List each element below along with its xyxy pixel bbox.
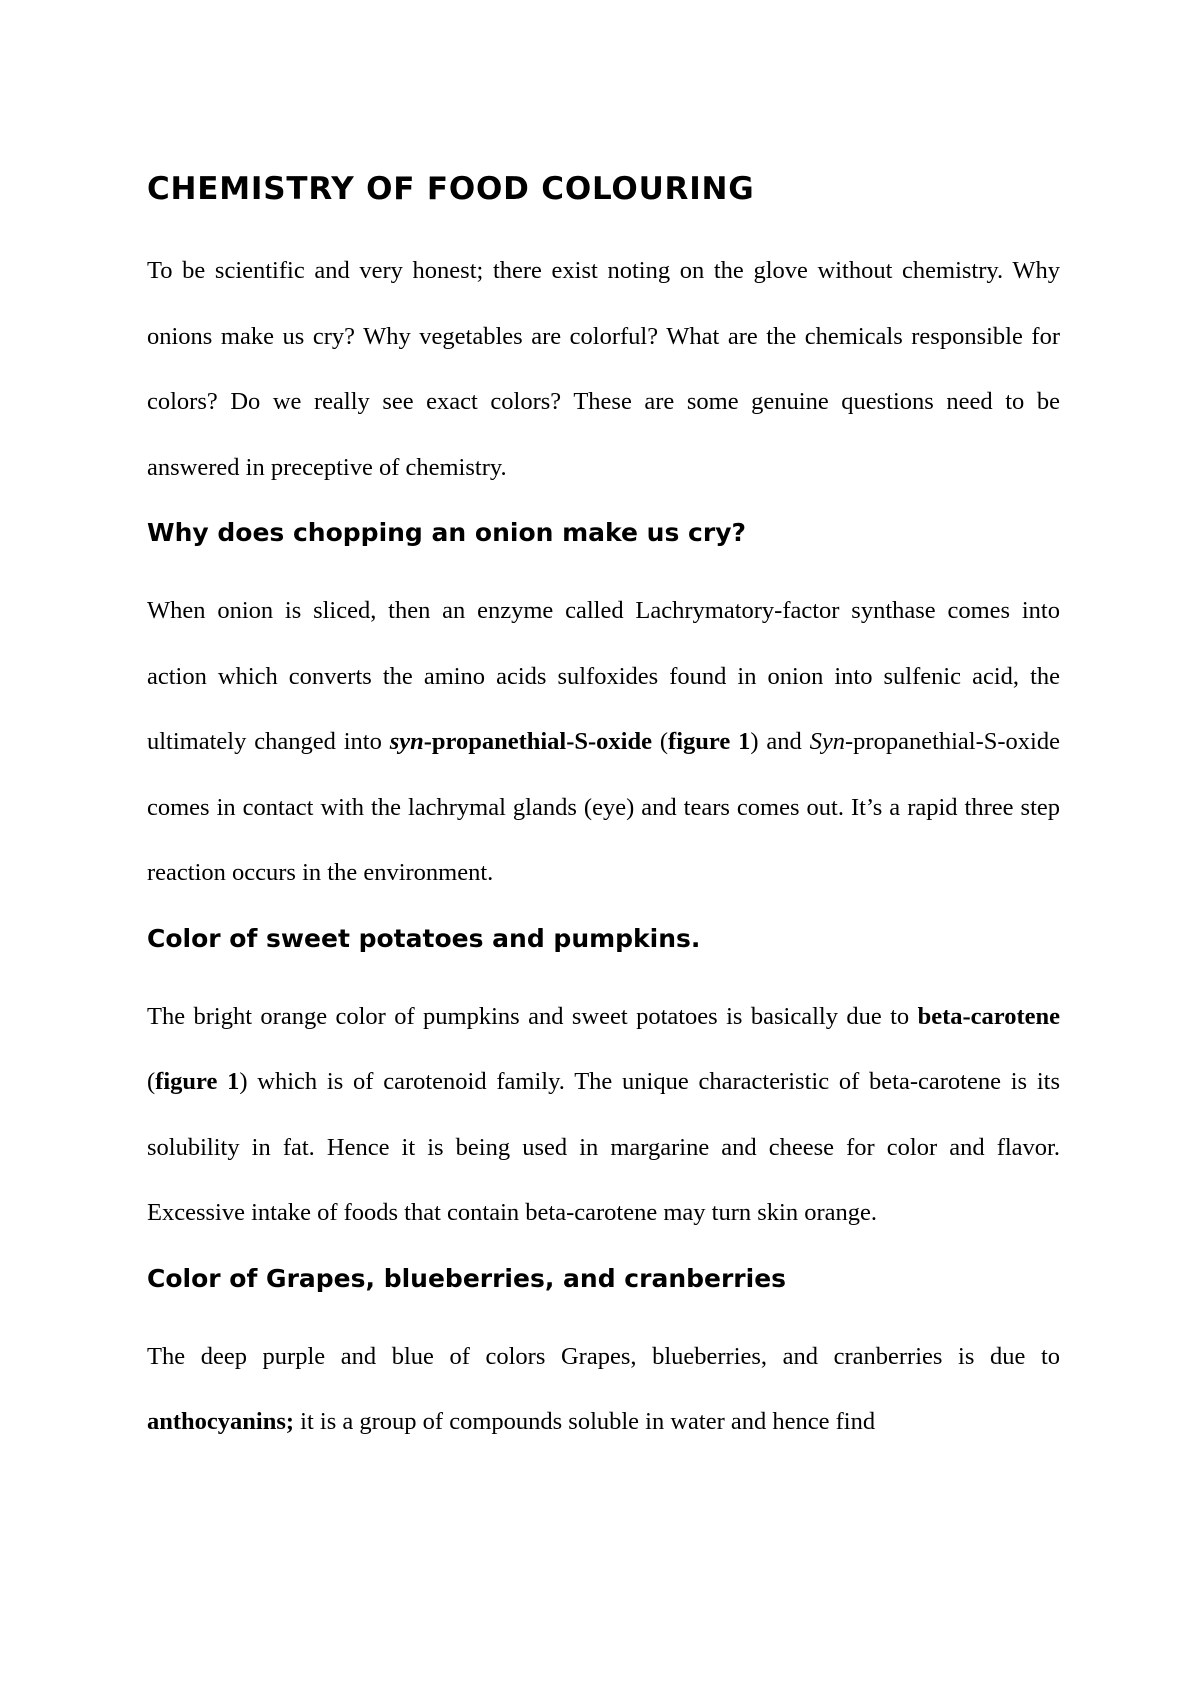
section-heading-grapes: Color of Grapes, blueberries, and cranberries: [147, 1263, 787, 1293]
intro-paragraph: To be scientific and very honest; there exist noting on the glove without chemistry. Why onions make us cry? Why vegetables are colorful? What are the chemicals responsible for colors? Do we really see exact colors? These are some genuine questions need to be answered in preceptive of chemistry.: [147, 257, 1060, 481]
figure-reference: figure 1: [668, 728, 751, 755]
text-run: -propanethial-S-oxide comes in contact with the lachrymal glands (eye) and tears comes out. It’s a rapid three step reaction occurs in the environment.: [147, 728, 1060, 886]
figure-reference: figure 1: [155, 1068, 240, 1095]
text-run: it is a group of compounds soluble in water and hence find: [294, 1408, 876, 1435]
bold-term: beta-carotene: [917, 1002, 1060, 1030]
text-run: ) which is of carotenoid family. The unique characteristic of beta-carotene is its solubility in fat. Hence it is being used in margarine and cheese for color and flavor. Excessive intake of foods that contain beta-carotene may turn skin orange.: [147, 1068, 1060, 1226]
section-paragraph-onion: [147, 578, 1060, 906]
document-title: CHEMISTRY OF FOOD COLOURING: [147, 171, 755, 207]
text-run: The deep purple and blue of colors Grapes, blueberries, and cranberries is due to: [147, 1342, 1060, 1370]
bold-term: [390, 728, 652, 755]
bold-term: anthocyanins;: [147, 1408, 295, 1435]
section-paragraph-grapes: [147, 1324, 1060, 1455]
text-run: When onion is sliced, then an enzyme called Lachrymatory-factor synthase comes into action which converts the amino acids sulfoxides found in onion into sulfenic acid, the ultimately changed into: [147, 597, 1060, 755]
text-run: The bright orange color of pumpkins and sweet potatoes is basically due to: [147, 1002, 918, 1030]
text-run: ) and: [750, 728, 810, 755]
section-paragraph-sweet-potatoes: [147, 984, 1060, 1246]
italic-term: Syn: [809, 728, 845, 755]
text-run: -propanethial-S-oxide: [423, 728, 652, 755]
italic-term: syn: [389, 728, 424, 755]
section-heading-sweet-potatoes: Color of sweet potatoes and pumpkins.: [147, 923, 701, 953]
document-body: [147, 168, 1060, 1455]
section-heading-onion: Why does chopping an onion make us cry?: [147, 518, 746, 547]
text-run: (: [652, 728, 669, 755]
text-run: (: [147, 1068, 156, 1095]
